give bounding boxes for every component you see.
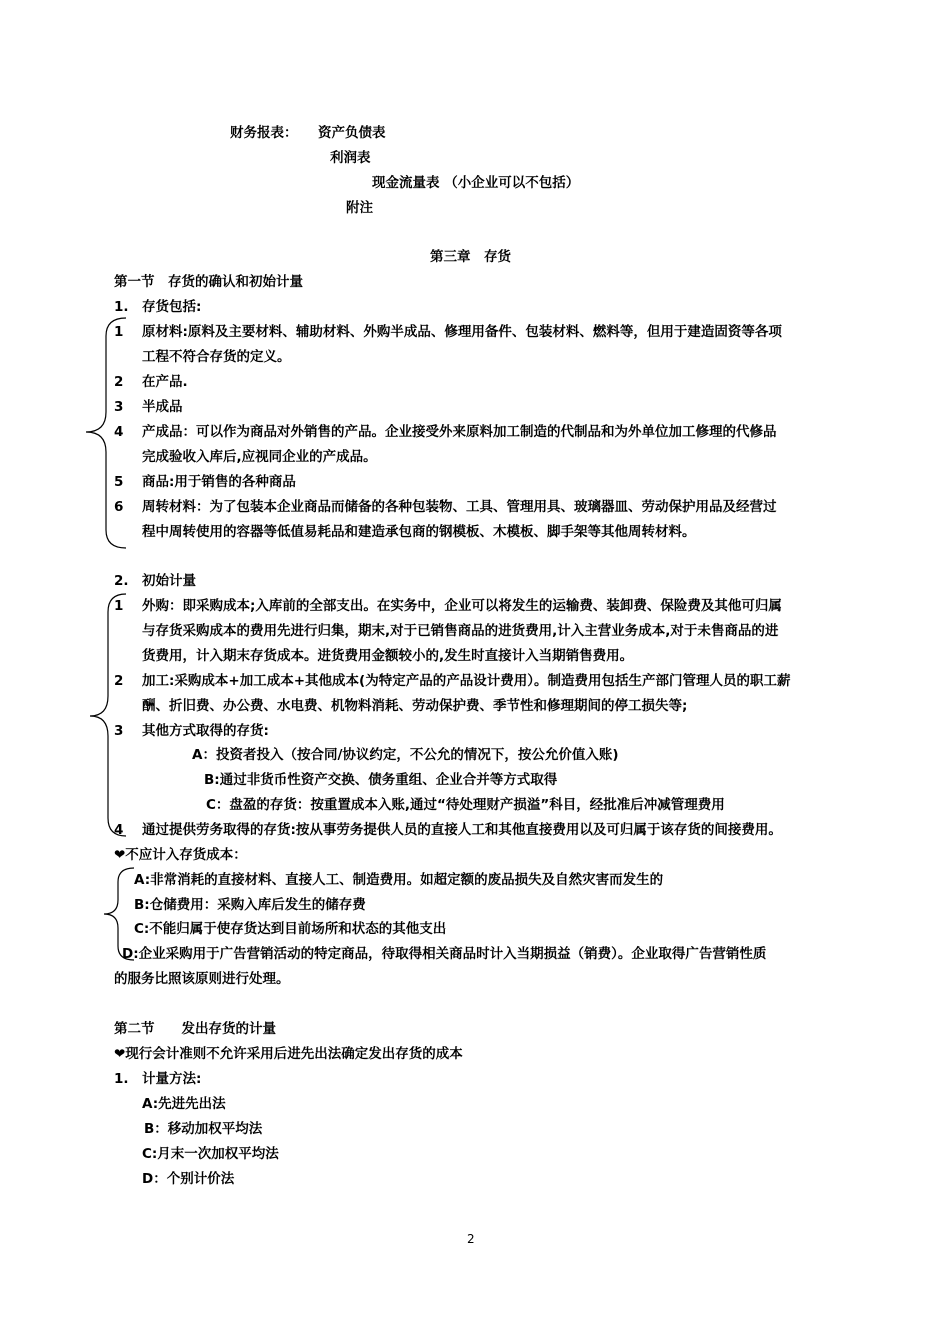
list-item-number: 2: [114, 673, 124, 689]
method-item: A:先进先出法: [142, 1096, 226, 1112]
statement-balance-sheet: 资产负债表: [318, 125, 386, 141]
sub2-number: 2.: [114, 573, 129, 589]
list-item-text: 完成验收入库后,应视同企业的产成品。: [142, 449, 377, 465]
sub-item-a: A：投资者投入（按合同/协议约定，不公允的情况下，按公允价值入账): [192, 747, 619, 763]
list-item-text: 原材料:原料及主要材料、辅助材料、外购半成品、修理用备件、包装材料、燃料等，但用于建造固资等各项: [142, 324, 782, 340]
list-item-text: 周转材料：为了包装本企业商品而储备的各种包装物、工具、管理用具、玻璃器皿、劳动保护用品及经营过: [142, 499, 777, 515]
list-item-text: 酬、折旧费、办公费、水电费、机物料消耗、劳动保护费、季节性和修理期间的停工损失等;: [142, 698, 688, 714]
sub-item-c: C：盘盈的存货：按重置成本入账,通过“待处理财产损溢”科目，经批准后冲减管理费用: [206, 797, 725, 813]
exclude-item-b: B:仓储费用：采购入库后发生的储存费: [134, 897, 366, 913]
section2-sub1-number: 1.: [114, 1071, 129, 1087]
method-item: B：移动加权平均法: [144, 1121, 263, 1137]
exclude-item-a: A:非常消耗的直接材料、直接人工、制造费用。如超定额的废品损失及自然灾害而发生的: [134, 872, 664, 888]
list-item-number: 5: [114, 474, 124, 490]
page-number: 2: [467, 1232, 475, 1246]
exclude-item-d: D:企业采购用于广告营销活动的特定商品，待取得相关商品时计入当期损益（销费）。企业取得广告营销性质: [122, 946, 767, 962]
list-item-text: 与存货采购成本的费用先进行归集，期末,对于已销售商品的进货费用,计入主营业务成本,对于未售商品的进: [142, 623, 779, 639]
statement-notes: 附注: [346, 200, 373, 216]
list-item-number: 3: [114, 399, 124, 415]
list-item-text: 商品:用于销售的各种商品: [142, 474, 296, 490]
chapter-title: 第三章 存货: [430, 249, 511, 265]
method-item: D：个别计价法: [142, 1171, 235, 1187]
list-item-text: 货费用，计入期末存货成本。进货费用金额较小的,发生时直接计入当期销售费用。: [142, 648, 634, 664]
exclude-title: ❤不应计入存货成本：: [114, 847, 247, 863]
list-item-number: 1: [114, 324, 124, 340]
list-item-text: 通过提供劳务取得的存货:按从事劳务提供人员的直接人工和其他直接费用以及可归属于该存货的间接费用。: [142, 822, 782, 838]
statements-label: 财务报表：: [230, 125, 298, 141]
statement-cash-flow: 现金流量表 （小企业可以不包括）: [372, 175, 580, 191]
list-item-number: 1: [114, 598, 124, 614]
sub2-title: 初始计量: [142, 573, 196, 589]
list-item-number: 3: [114, 723, 124, 739]
list-item-text: 工程不符合存货的定义。: [142, 349, 291, 365]
section2-title: 第二节 发出存货的计量: [114, 1021, 276, 1037]
list-item-text: 其他方式取得的存货:: [142, 723, 269, 739]
list-item-text: 程中周转使用的容器等低值易耗品和建造承包商的钢模板、木模板、脚手架等其他周转材料。: [142, 524, 696, 540]
list-item-text: 外购：即采购成本;入库前的全部支出。在实务中，企业可以将发生的运输费、装卸费、保险费及其他可归属: [142, 598, 782, 614]
list-item-text: 半成品: [142, 399, 183, 415]
sub1-number: 1.: [114, 299, 129, 315]
list-item-number: 4: [114, 822, 124, 838]
sub1-title: 存货包括:: [142, 299, 202, 315]
section2-note: ❤现行会计准则不允许采用后进先出法确定发出存货的成本: [114, 1046, 463, 1062]
section1-title: 第一节 存货的确认和初始计量: [114, 274, 303, 290]
section2-sub1-title: 计量方法:: [142, 1071, 202, 1087]
sub-item-b: B:通过非货币性资产交换、债务重组、企业合并等方式取得: [204, 772, 558, 788]
exclude-item-d-cont: 的服务比照该原则进行处理。: [114, 971, 290, 987]
list-item-number: 6: [114, 499, 124, 515]
list-item-number: 4: [114, 424, 124, 440]
list-item-text: 加工:采购成本+加工成本+其他成本(为特定产品的产品设计费用）。制造费用包括生产部门管理人员的职工薪: [142, 673, 791, 689]
list-item-text: 产成品：可以作为商品对外销售的产品。企业接受外来原料加工制造的代制品和为外单位加工修理的代修品: [142, 424, 777, 440]
list-item-number: 2: [114, 374, 124, 390]
statement-income: 利润表: [330, 150, 371, 166]
exclude-item-c: C:不能归属于使存货达到目前场所和状态的其他支出: [134, 921, 447, 937]
list-item-text: 在产品.: [142, 374, 188, 390]
brace-initial-measure: [90, 594, 126, 836]
method-item: C:月末一次加权平均法: [142, 1146, 279, 1162]
